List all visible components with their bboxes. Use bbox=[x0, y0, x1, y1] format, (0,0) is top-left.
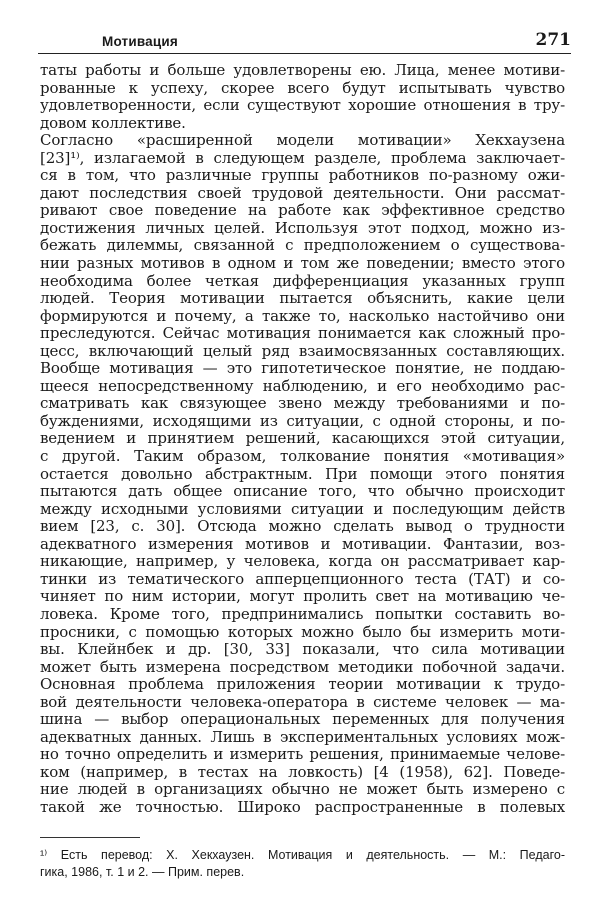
text-line: нии разных мотивов в одном и том же поведении; вместо этого bbox=[40, 254, 565, 273]
text-line: ние людей в организациях обычно не может быть измерено с bbox=[40, 780, 565, 799]
text-line: ся в том, что различные группы работников по-разному ожи- bbox=[40, 166, 565, 185]
text-line: вы. Клейнбек и др. [30, 33] показали, что сила мотивации bbox=[40, 640, 565, 659]
text-line: никающие, например, у человека, когда он рассматривает кар- bbox=[40, 552, 565, 571]
text-line: дают последствия своей трудовой деятельности. Они рассмат- bbox=[40, 183, 565, 202]
text-line: преследуются. Сейчас мотивация понимается как сложный про- bbox=[40, 324, 565, 343]
text-line: но точно определить и измерить решения, принимаемые челове- bbox=[40, 745, 565, 764]
text-line: тинки из тематического апперцепционного теста (ТАТ) и со- bbox=[40, 569, 565, 588]
footnote-line: гика, 1986, т. 1 и 2. — Прим. перев. bbox=[40, 865, 245, 879]
text-line: необходима более четкая дифференциация указанных групп bbox=[40, 271, 565, 290]
footnote-rule bbox=[40, 837, 140, 838]
running-title: Мотивация bbox=[102, 34, 178, 49]
text-line: сматривать как связующее звено между требованиями и по- bbox=[40, 394, 565, 413]
text-line: Вообще мотивация — это гипотетическое понятие, не поддаю- bbox=[40, 359, 565, 378]
text-line: между исходными условиями ситуации и последующим действ bbox=[40, 499, 565, 518]
text-line: пытаются дать общее описание того, что обычно происходит bbox=[40, 482, 565, 501]
body-text bbox=[40, 62, 565, 817]
text-line: таты работы и больше удовлетворены ею. Лица, менее мотиви- bbox=[40, 61, 565, 79]
text-line: адекватных данных. Лишь в экспериментальных условиях мож- bbox=[40, 727, 565, 746]
text-line: может быть измерена посредством методики побочной задачи. bbox=[40, 657, 565, 676]
text-line: ведением и принятием решений, касающихся этой ситуации, bbox=[40, 429, 565, 448]
text-line: ривают свое поведение на работе как эффективное средство bbox=[40, 201, 565, 220]
footnote-line: ¹⁾ Есть перевод: Х. Хекхаузен. Мотивация и деятельность. — М.: Педаго- bbox=[40, 848, 565, 862]
text-line: формируются и почему, а также то, насколько настойчиво они bbox=[40, 306, 565, 325]
text-line: рованные к успеху, скорее всего будут испытывать чувство bbox=[40, 78, 565, 97]
text-line: просники, с помощью которых можно было бы измерить моти- bbox=[40, 622, 565, 641]
text-line: удовлетворенности, если существуют хорошие отношения в тру- bbox=[40, 96, 565, 115]
text-line: ловека. Кроме того, предпринимались попытки составить во- bbox=[40, 604, 565, 623]
text-line: достижения личных целей. Используя этот подход, можно из- bbox=[40, 218, 565, 237]
text-line: остается довольно абстрактным. При помощи этого понятия bbox=[40, 464, 565, 483]
footnotes bbox=[40, 847, 565, 881]
text-line: [23]¹⁾, излагаемой в следующем разделе, проблема заключает- bbox=[40, 148, 565, 167]
text-line: буждениями, исходящими из ситуации, с одной стороны, и по- bbox=[40, 411, 565, 430]
text-line: Согласно «расширенной модели мотивации» Хекхаузена bbox=[40, 131, 565, 150]
text-line: чиняет по ним истории, могут пролить свет на мотивацию че- bbox=[40, 587, 565, 606]
text-line: щееся непосредственному наблюдению, и его необходимо рас- bbox=[40, 376, 565, 395]
text-line: Основная проблема приложения теории мотивации к трудо- bbox=[40, 675, 565, 694]
page-number: 271 bbox=[535, 30, 571, 50]
running-head bbox=[38, 30, 573, 54]
text-line: бежать дилеммы, связанной с предположением о существова- bbox=[40, 236, 565, 255]
text-line: цесс, включающий целый ряд взаимосвязанных составляющих. bbox=[40, 341, 565, 360]
text-line: ком (например, в тестах на ловкость) [4 (1958), 62]. Поведе- bbox=[40, 762, 565, 781]
text-line: вием [23, с. 30]. Отсюда можно сделать вывод о трудности bbox=[40, 517, 565, 536]
text-line: людей. Теория мотивации пытается объяснить, какие цели bbox=[40, 289, 565, 308]
text-line: с другой. Таким образом, толкование понятия «мотивация» bbox=[40, 447, 565, 466]
header-rule bbox=[38, 53, 571, 54]
text-line: вой деятельности человека-оператора в системе человек — ма- bbox=[40, 692, 565, 711]
text-line: довом коллективе. bbox=[40, 113, 186, 132]
text-line: шина — выбор операциональных переменных для получения bbox=[40, 710, 565, 729]
text-line: адекватного измерения мотивов и мотивации. Фантазии, воз- bbox=[40, 534, 565, 553]
text-line: такой же точностью. Широко распространенные в полевых bbox=[40, 797, 565, 816]
